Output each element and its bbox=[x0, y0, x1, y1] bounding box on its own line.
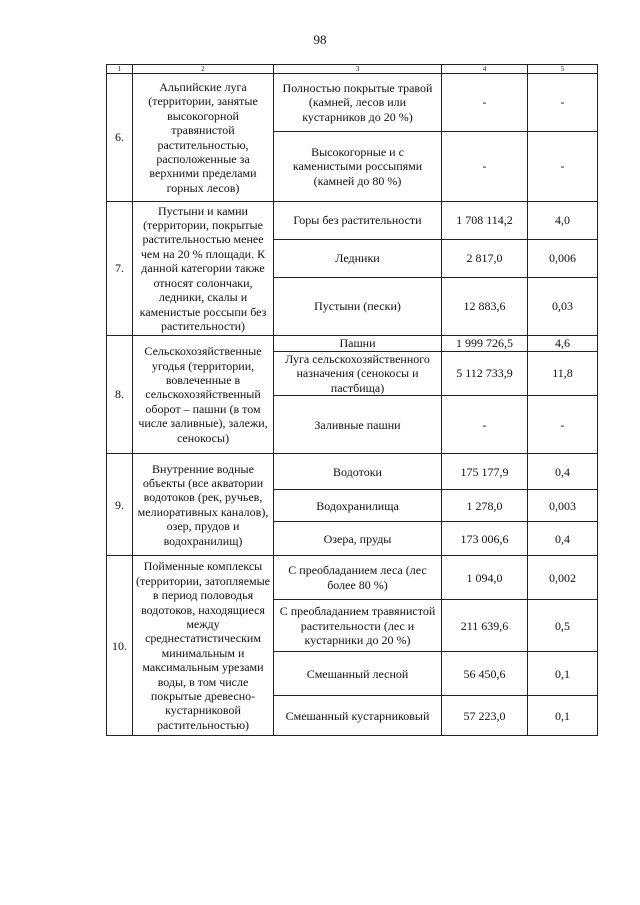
row-number: 8. bbox=[107, 336, 133, 454]
area-value: 56 450,6 bbox=[442, 652, 528, 696]
share-value: 0,03 bbox=[528, 278, 598, 336]
share-value: - bbox=[528, 396, 598, 454]
share-value: 4,0 bbox=[528, 202, 598, 240]
column-number: 1 bbox=[107, 65, 133, 74]
type-cell: Озера, пруды bbox=[274, 522, 442, 556]
share-value: 0,002 bbox=[528, 556, 598, 600]
type-cell: Луга сельскохозяйственного назначения (сенокосы и пастбища) bbox=[274, 352, 442, 396]
share-value: 0,4 bbox=[528, 522, 598, 556]
type-cell: Горы без растительности bbox=[274, 202, 442, 240]
area-value: 12 883,6 bbox=[442, 278, 528, 336]
share-value: 0,1 bbox=[528, 652, 598, 696]
table-row bbox=[107, 202, 598, 240]
land-cover-table bbox=[106, 64, 598, 736]
area-value: - bbox=[442, 74, 528, 132]
row-number: 6. bbox=[107, 74, 133, 202]
type-cell: Пашни bbox=[274, 336, 442, 352]
type-cell: Высокогорные и с каменистыми россыпями (камней до 80 %) bbox=[274, 132, 442, 202]
row-number: 10. bbox=[107, 556, 133, 736]
column-number-row bbox=[107, 65, 598, 74]
area-value: 211 639,6 bbox=[442, 600, 528, 652]
area-value: 1 094,0 bbox=[442, 556, 528, 600]
type-cell: Полностью покрытые травой (камней, лесов или кустарников до 20 %) bbox=[274, 74, 442, 132]
row-number: 7. bbox=[107, 202, 133, 336]
share-value: 0,1 bbox=[528, 696, 598, 736]
category-cell: Сельскохозяйственные угодья (территории, вовлеченные в сельскохозяйственный оборот – пашни (в том числе заливные), залежи, сенокосы) bbox=[133, 336, 274, 454]
table-row bbox=[107, 336, 598, 352]
type-cell: Водохранилища bbox=[274, 490, 442, 522]
category-cell: Пустыни и камни (территории, покрытые растительностью менее чем на 20 % площади. К данной категории также относят солончаки, ледники, скалы и каменистые россыпи без растительности) bbox=[133, 202, 274, 336]
category-cell: Пойменные комплексы (территории, затопляемые в период половодья водотоков, находящиеся между среднестатистическим минимальным и максимальным урезами воды, в том числе покрытые древесно-кустарниковой растительностью) bbox=[133, 556, 274, 736]
type-cell: Пустыни (пески) bbox=[274, 278, 442, 336]
share-value: 0,4 bbox=[528, 454, 598, 490]
type-cell: Водотоки bbox=[274, 454, 442, 490]
share-value: 11,8 bbox=[528, 352, 598, 396]
area-value: 1 278,0 bbox=[442, 490, 528, 522]
area-value: 2 817,0 bbox=[442, 240, 528, 278]
column-number: 2 bbox=[133, 65, 274, 74]
share-value: 0,5 bbox=[528, 600, 598, 652]
area-value: - bbox=[442, 396, 528, 454]
area-value: 5 112 733,9 bbox=[442, 352, 528, 396]
area-value: 1 708 114,2 bbox=[442, 202, 528, 240]
share-value: 0,003 bbox=[528, 490, 598, 522]
area-value: - bbox=[442, 132, 528, 202]
column-number: 3 bbox=[274, 65, 442, 74]
table-row bbox=[107, 74, 598, 132]
row-number: 9. bbox=[107, 454, 133, 556]
category-cell: Альпийские луга (территории, занятые высокогорной травянистой растительностью, расположенные за верхними пределами горных лесов) bbox=[133, 74, 274, 202]
type-cell: С преобладанием леса (лес более 80 %) bbox=[274, 556, 442, 600]
type-cell: Ледники bbox=[274, 240, 442, 278]
column-number: 5 bbox=[528, 65, 598, 74]
type-cell: Заливные пашни bbox=[274, 396, 442, 454]
area-value: 175 177,9 bbox=[442, 454, 528, 490]
type-cell: Смешанный кустарниковый bbox=[274, 696, 442, 736]
type-cell: С преобладанием травянистой растительности (лес и кустарники до 20 %) bbox=[274, 600, 442, 652]
type-cell: Смешанный лесной bbox=[274, 652, 442, 696]
table-row bbox=[107, 454, 598, 490]
area-value: 1 999 726,5 bbox=[442, 336, 528, 352]
area-value: 173 006,6 bbox=[442, 522, 528, 556]
area-value: 57 223,0 bbox=[442, 696, 528, 736]
share-value: - bbox=[528, 132, 598, 202]
table-row bbox=[107, 556, 598, 600]
share-value: 4,6 bbox=[528, 336, 598, 352]
category-cell: Внутренние водные объекты (все акватории водотоков (рек, ручьев, мелиоративных каналов), озер, прудов и водохранилищ) bbox=[133, 454, 274, 556]
column-number: 4 bbox=[442, 65, 528, 74]
share-value: 0,006 bbox=[528, 240, 598, 278]
share-value: - bbox=[528, 74, 598, 132]
page-number: 98 bbox=[313, 32, 327, 47]
